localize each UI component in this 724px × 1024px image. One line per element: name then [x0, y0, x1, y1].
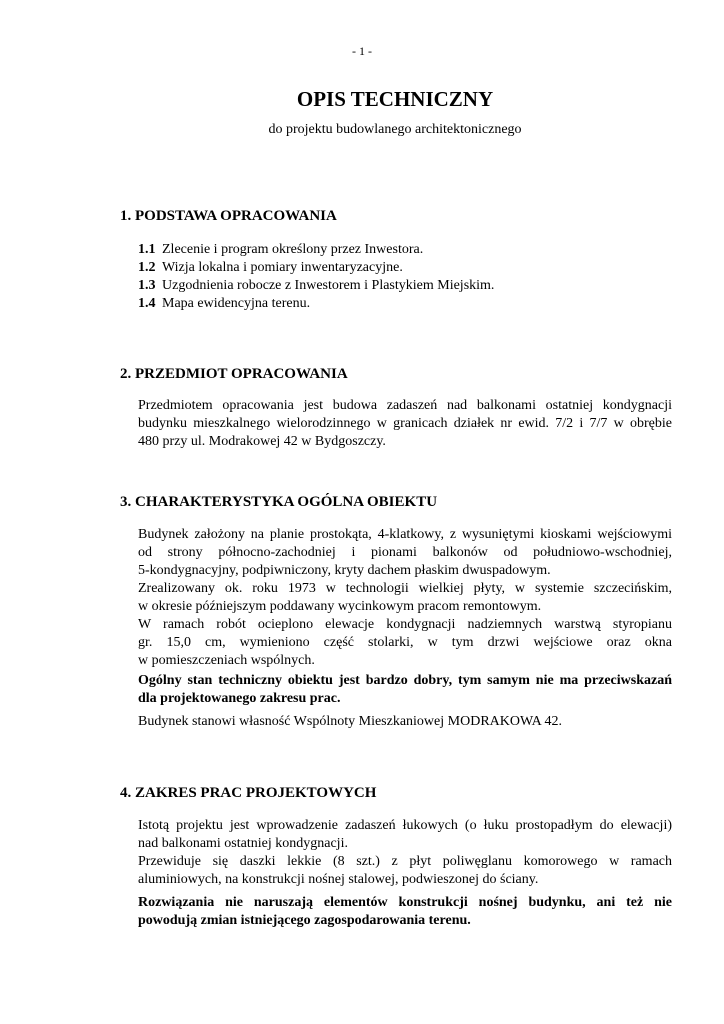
- list-item: 1.1 Zlecenie i program określony przez Inwestora.: [138, 242, 424, 257]
- document-subtitle: do projektu budowlanego architektonicznego: [268, 122, 522, 137]
- section-3-heading: 3. CHARAKTERYSTYKA OGÓLNA OBIEKTU: [120, 494, 438, 510]
- section-3-paragraph-3: Budynek stanowi własność Wspólnoty Mieszkaniowej MODRAKOWA 42.: [138, 714, 562, 729]
- section-4-heading: 4. ZAKRES PRAC PROJEKTOWYCH: [120, 785, 377, 801]
- section-3-paragraph-1: Budynek założony na planie prostokąta, 4-klatkowy, z wysuniętymi kioskami wejściowymi od strony północno-zachodniej i pionami balkonów od południowo-wschodniej, 5-kondygnacyjny, podpiwniczony, kryty dachem płaskim dwuspadowym. Zrealizowany ok. roku 1973 w technologii wielkiej płyty, w systemie szczecińskim, w okresie późniejszym poddawany wycinkowym pracom remontowym. W ramach robót ocieplono elewacje kondygnacji nadziemnych warstwą styropianu gr. 15,0 cm, wymieniono część stolarki, w tym drzwi wejściowe oraz okna w pomieszczeniach wspólnych.: [138, 527, 672, 668]
- page-number: - 1 -: [352, 44, 372, 58]
- section-2-heading: 2. PRZEDMIOT OPRACOWANIA: [120, 366, 348, 382]
- section-1-list: [138, 241, 494, 313]
- document-title: OPIS TECHNICZNY: [296, 87, 494, 111]
- section-1-heading: 1. PODSTAWA OPRACOWANIA: [120, 208, 337, 224]
- section-4-paragraph-2: Rozwiązania nie naruszają elementów konstrukcji nośnej budynku, ani też nie powodują zmian istniejącego zagospodarowania terenu.: [138, 895, 672, 928]
- list-item: 1.2 Wizja lokalna i pomiary inwentaryzacyjne.: [138, 260, 403, 275]
- section-4-paragraph-1: Istotą projektu jest wprowadzenie zadaszeń łukowych (o łuku prostopadłym do elewacji) nad balkonami ostatniej kondygnacji. Przewiduje się daszki lekkie (8 szt.) z płyt poliwęglanu komorowego w ramach aluminiowych, na konstrukcji nośnej stalowej, podwieszonej do ściany.: [138, 818, 672, 887]
- section-2-paragraph: Przedmiotem opracowania jest budowa zadaszeń nad balkonami ostatniej kondygnacji budynku mieszkalnego wielorodzinnego w granicach działek nr ewid. 7/2 i 7/7 w obrębie 480 przy ul. Modrakowej 42 w Bydgoszczy.: [138, 398, 672, 449]
- list-item: 1.4 Mapa ewidencyjna terenu.: [138, 296, 311, 311]
- list-item: 1.3 Uzgodnienia robocze z Inwestorem i Plastykiem Miejskim.: [138, 278, 495, 293]
- section-3-paragraph-2: Ogólny stan techniczny obiektu jest bardzo dobry, tym samym nie ma przeciwskazań dla projektowanego zakresu prac.: [138, 673, 672, 706]
